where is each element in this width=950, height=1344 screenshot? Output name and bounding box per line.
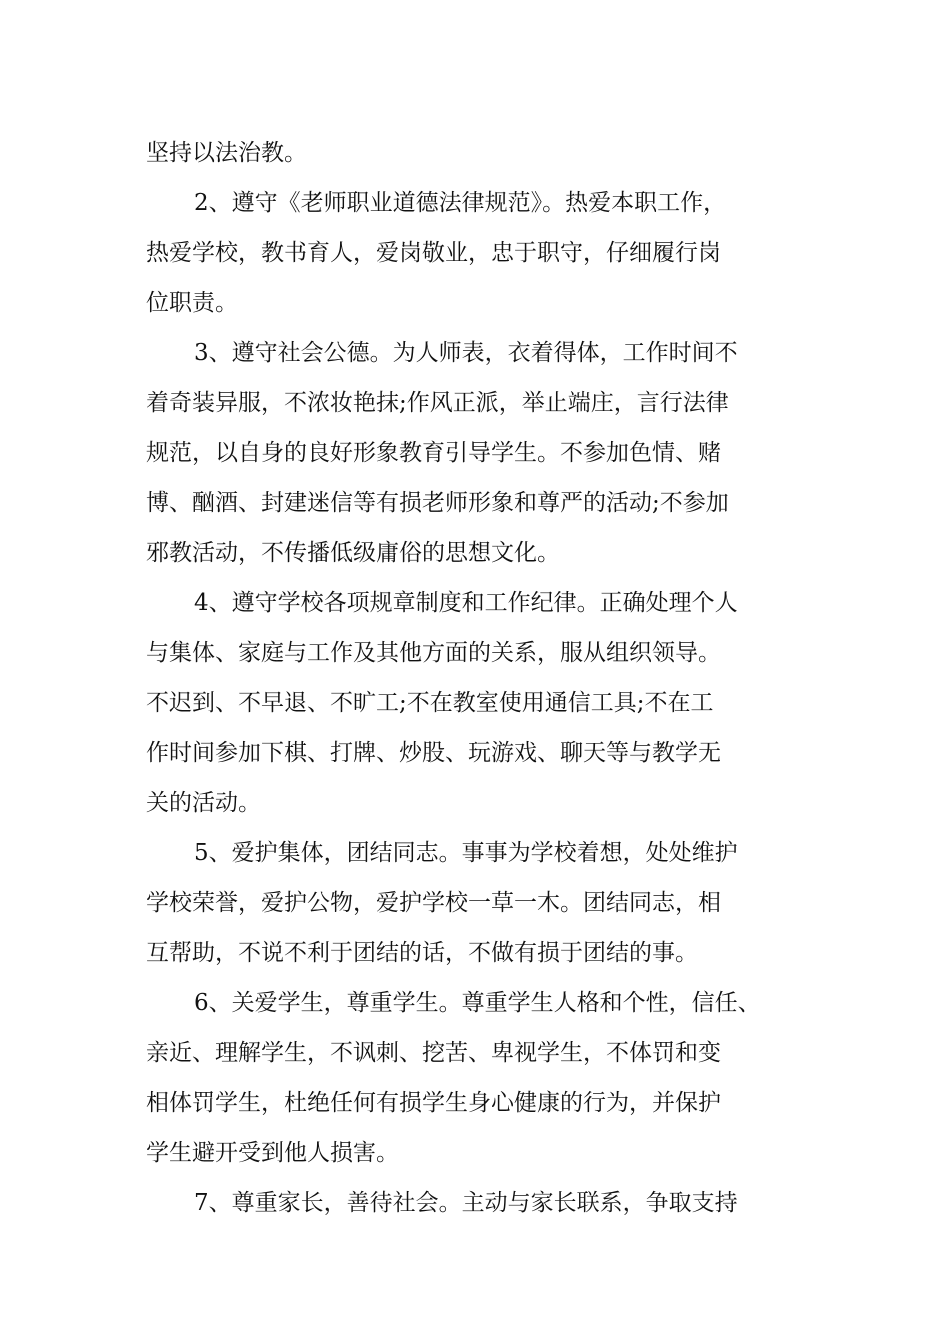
paragraph-5-start: 5、爱护集体，团结同志。事事为学校着想，处处维护 xyxy=(194,840,738,866)
text-line: 位职责。 xyxy=(146,290,238,316)
text-line: 关的活动。 xyxy=(146,790,261,816)
text-line: 不迟到、不早退、不旷工;不在教室使用通信工具;不在工 xyxy=(146,690,714,716)
text-line: 相体罚学生，杜绝任何有损学生身心健康的行为，并保护 xyxy=(146,1090,721,1116)
paragraph-6-start: 6、关爱学生，尊重学生。尊重学生人格和个性，信任、 xyxy=(194,990,761,1016)
paragraph-7-start: 7、尊重家长，善待社会。主动与家长联系，争取支持 xyxy=(194,1190,738,1216)
text-line: 坚持以法治教。 xyxy=(146,140,307,166)
text-line: 互帮助，不说不利于团结的话，不做有损于团结的事。 xyxy=(146,940,698,966)
text-line: 博、酗酒、封建迷信等有损老师形象和尊严的活动;不参加 xyxy=(146,490,729,516)
paragraph-2-start: 2、遵守《老师职业道德法律规范》。热爱本职工作， xyxy=(194,190,727,216)
paragraph-4-start: 4、遵守学校各项规章制度和工作纪律。正确处理个人 xyxy=(194,590,738,616)
text-line: 着奇装异服，不浓妆艳抹;作风正派，举止端庄，言行法律 xyxy=(146,390,729,416)
text-line: 规范，以自身的良好形象教育引导学生。不参加色情、赌 xyxy=(146,440,721,466)
document-body xyxy=(146,128,826,1228)
text-line: 邪教活动，不传播低级庸俗的思想文化。 xyxy=(146,540,560,566)
text-line: 与集体、家庭与工作及其他方面的关系，服从组织领导。 xyxy=(146,640,721,666)
text-line: 作时间参加下棋、打牌、炒股、玩游戏、聊天等与教学无 xyxy=(146,740,721,766)
text-line: 亲近、理解学生，不讽刺、挖苦、卑视学生，不体罚和变 xyxy=(146,1040,721,1066)
text-line: 学校荣誉，爱护公物，爱护学校一草一木。团结同志，相 xyxy=(146,890,721,916)
paragraph-3-start: 3、遵守社会公德。为人师表，衣着得体，工作时间不 xyxy=(194,340,738,366)
text-line: 热爱学校，教书育人，爱岗敬业，忠于职守，仔细履行岗 xyxy=(146,240,721,266)
text-line: 学生避开受到他人损害。 xyxy=(146,1140,399,1166)
